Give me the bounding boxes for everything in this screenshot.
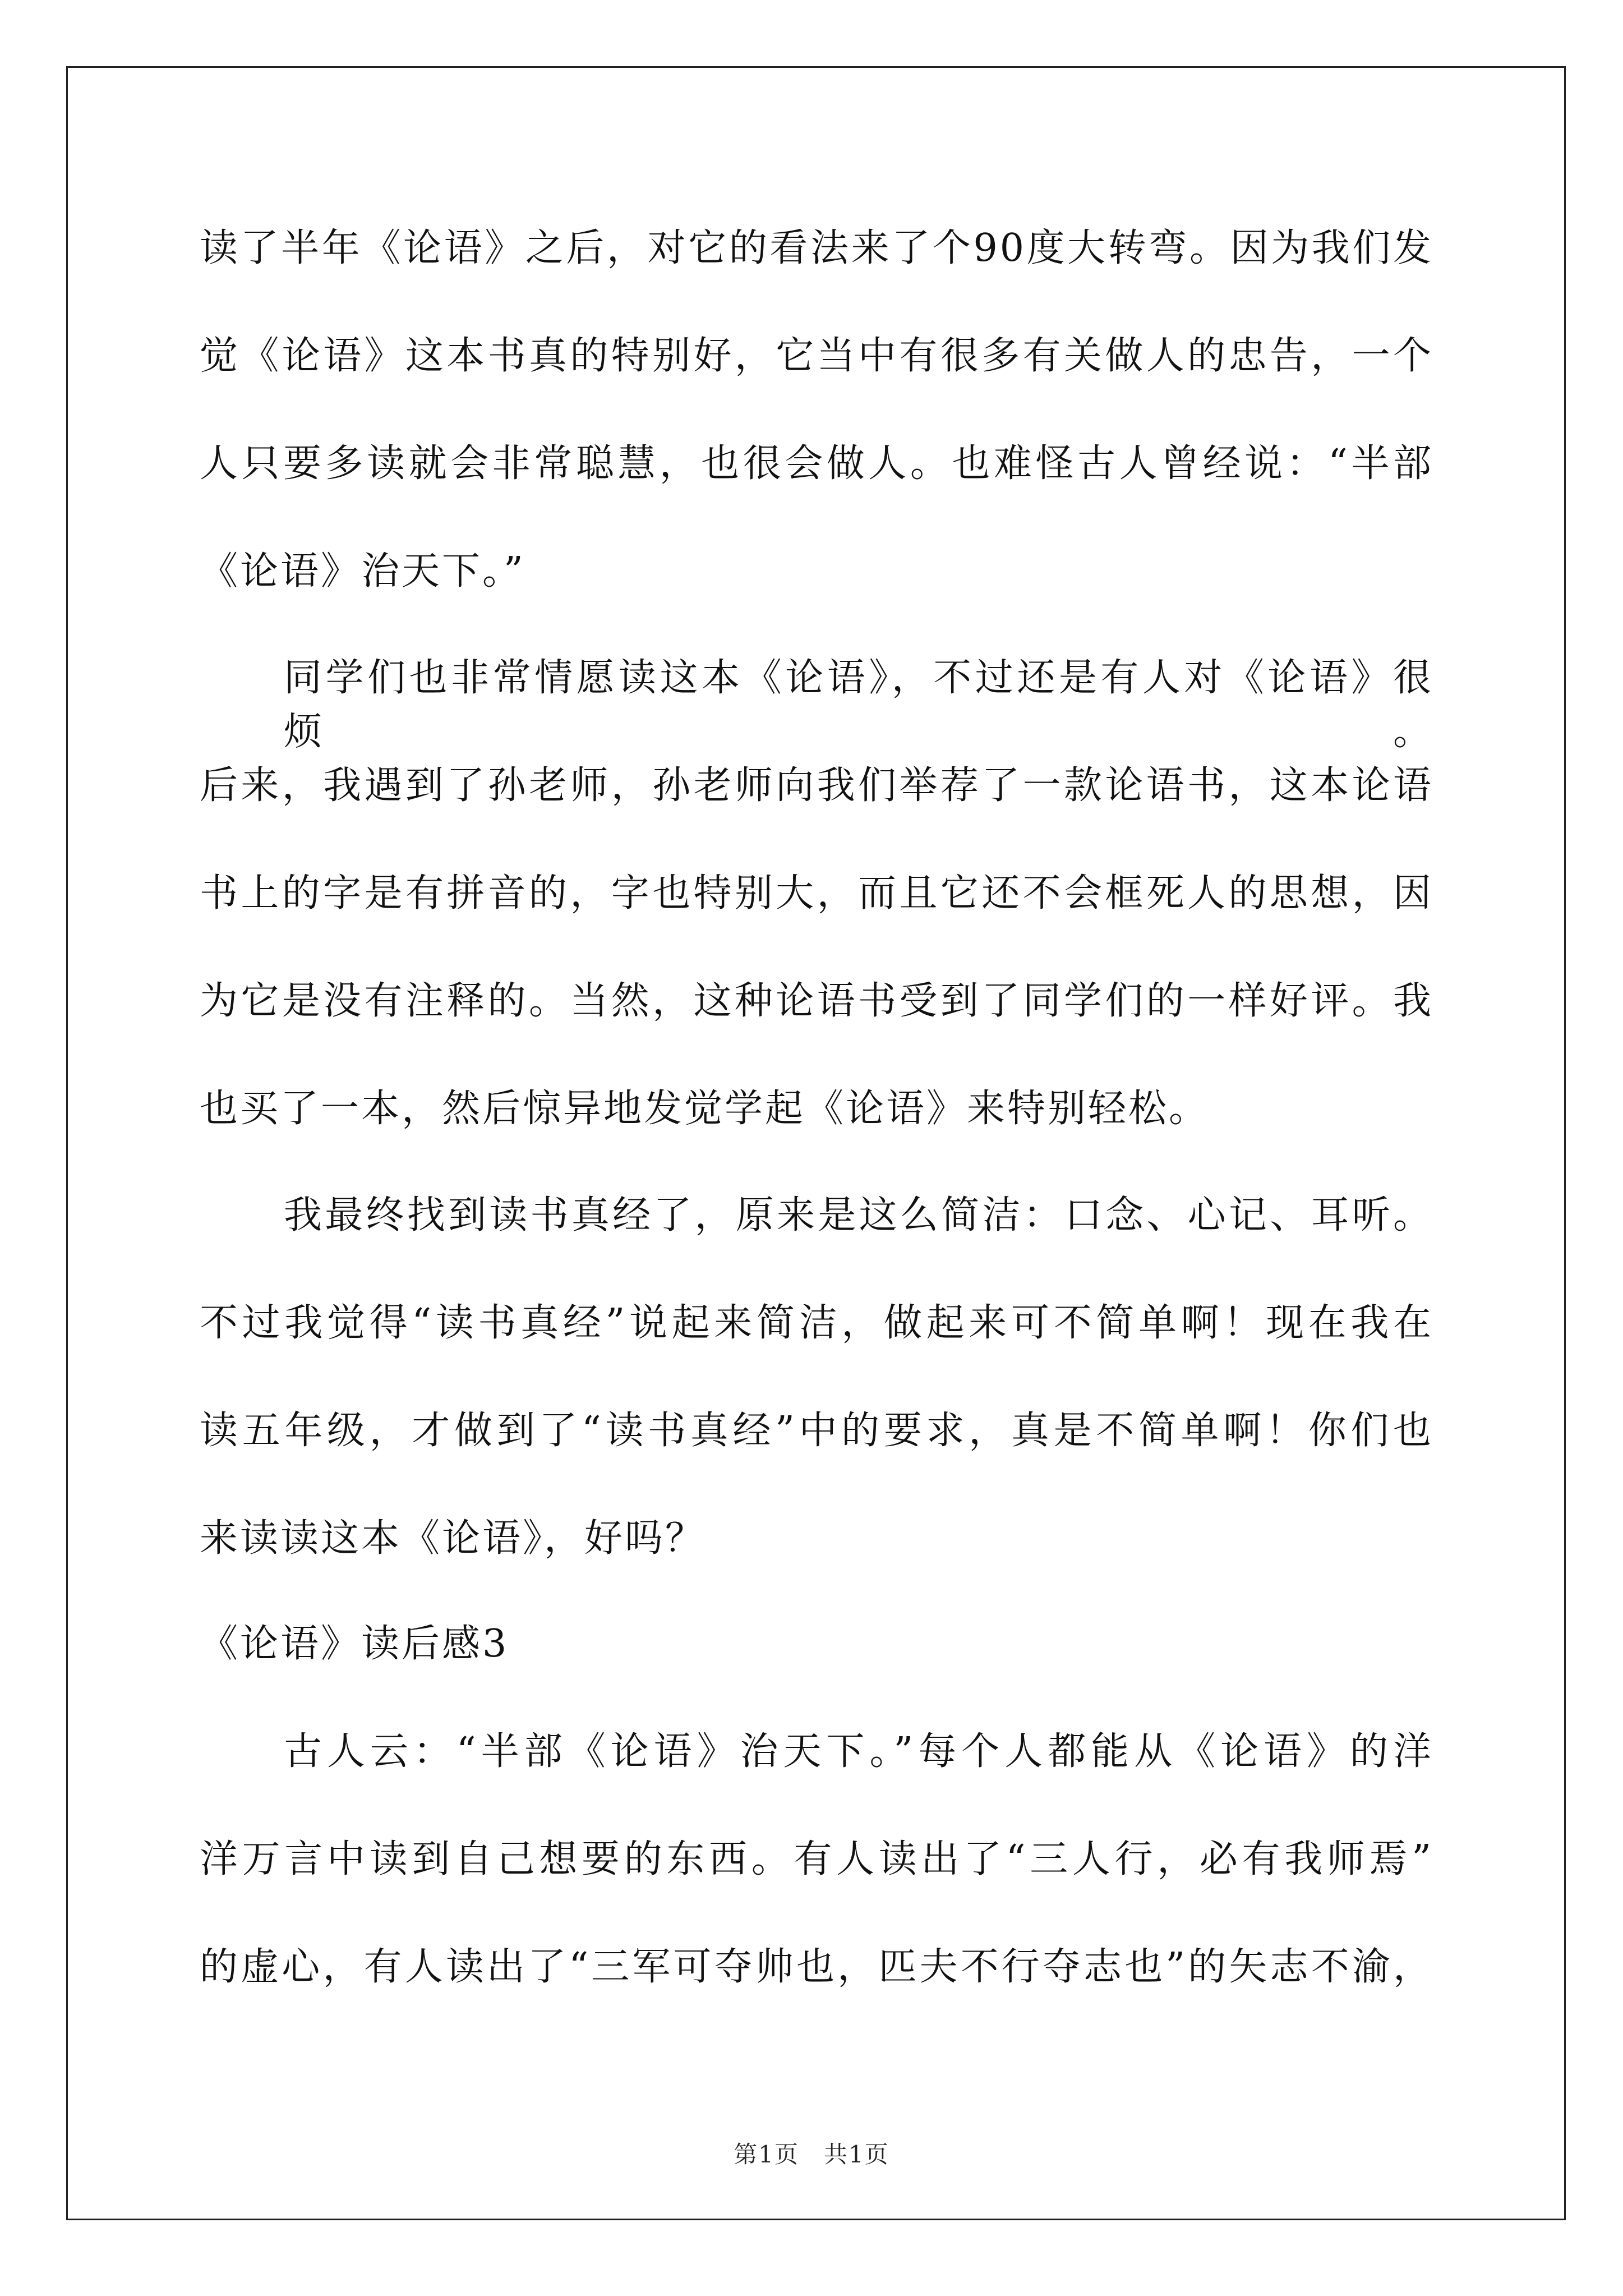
page-footer: 第1页 共1页 xyxy=(734,2141,889,2168)
paragraph-line: 同学们也非常情愿读这本《论语》，不过还是有人对《论语》很烦。 xyxy=(284,656,1433,754)
paragraph-line: 我最终找到读书真经了，原来是这么简洁：口念、心记、耳听。 xyxy=(284,1193,1433,1237)
paragraph-line: 读五年级，才做到了“读书真经”中的要求，真是不简单啊！你们也 xyxy=(200,1409,1433,1453)
paragraph-line: 为它是没有注释的。当然，这种论语书受到了同学们的一样好评。我 xyxy=(200,979,1433,1023)
paragraph-line: 不过我觉得“读书真经”说起来简洁，做起来可不简单啊！现在我在 xyxy=(200,1301,1433,1345)
paragraph-line: 人只要多读就会非常聪慧，也很会做人。也难怪古人曾经说：“半部 xyxy=(200,441,1433,486)
paragraph-line: 古人云：“半部《论语》治天下。”每个人都能从《论语》的洋 xyxy=(284,1729,1433,1774)
section-heading: 《论语》读后感3 xyxy=(200,1622,509,1666)
paragraph-line: 觉《论语》这本书真的特别好，它当中有很多有关做人的忠告，一个 xyxy=(200,334,1433,378)
paragraph-line: 读了半年《论语》之后，对它的看法来了个90度大转弯。因为我们发 xyxy=(200,226,1433,270)
paragraph-line: 《论语》治天下。” xyxy=(200,549,525,593)
paragraph-line: 后来，我遇到了孙老师，孙老师向我们举荐了一款论语书，这本论语 xyxy=(200,763,1433,808)
paragraph-line: 书上的字是有拼音的，字也特别大，而且它还不会框死人的思想，因 xyxy=(200,871,1433,915)
paragraph-line: 也买了一本，然后惊异地发觉学起《论语》来特别轻松。 xyxy=(200,1087,1210,1131)
page-border xyxy=(66,66,1566,2220)
paragraph-line: 来读读这本《论语》，好吗？ xyxy=(200,1516,706,1561)
paragraph-line: 的虚心，有人读出了“三军可夺帅也，匹夫不行夺志也”的矢志不渝， xyxy=(200,1945,1433,1989)
paragraph-line: 洋万言中读到自己想要的东西。有人读出了“三人行，必有我师焉” xyxy=(200,1837,1433,1881)
